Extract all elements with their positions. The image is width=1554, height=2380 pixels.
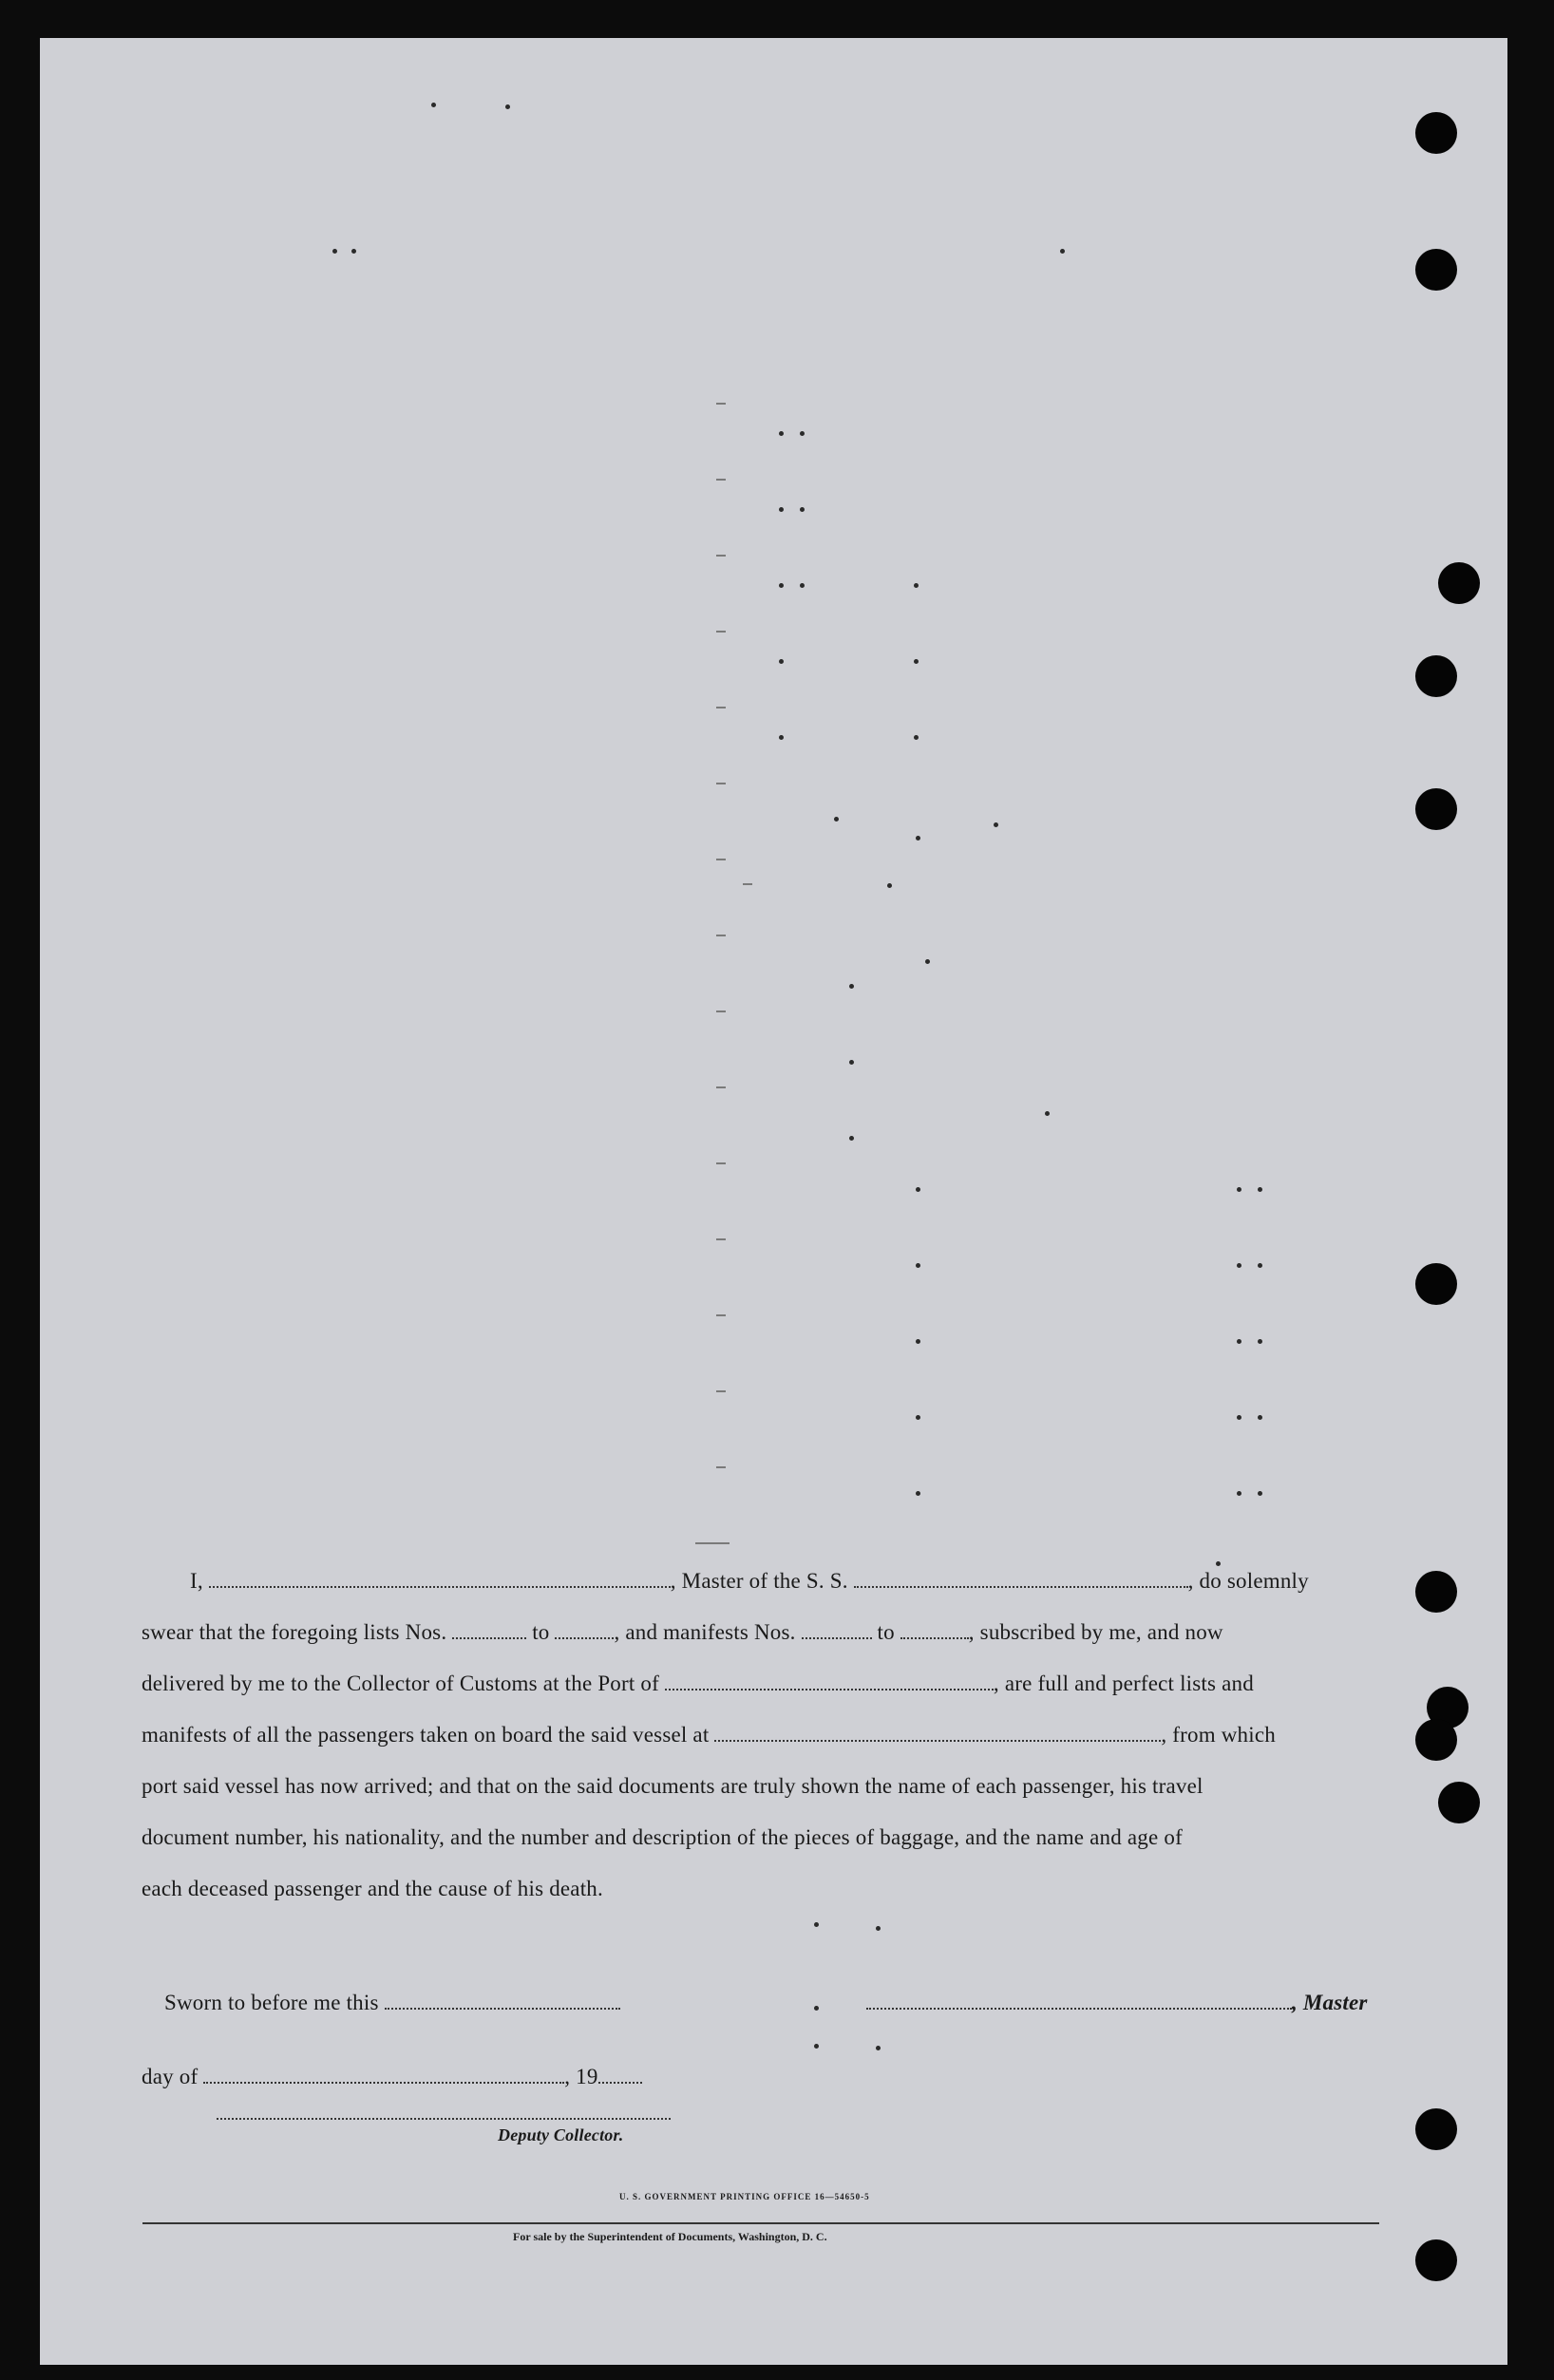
footer-rule [142,2222,1379,2224]
speck [1237,1491,1241,1496]
speck [1237,1187,1241,1192]
punch-hole [1415,112,1457,154]
speck [779,659,784,664]
punch-hole [1415,2108,1457,2150]
list-to-field[interactable] [555,1624,614,1639]
oath-line-4 [142,1723,1276,1747]
deputy-collector-label: Deputy Collector. [498,2125,624,2144]
list-from-field[interactable] [452,1624,526,1639]
speck [814,1922,819,1927]
document-page [40,38,1507,2365]
speck [1216,1561,1221,1566]
faint-dash [716,403,726,405]
speck [1237,1415,1241,1420]
speck [1237,1339,1241,1344]
faint-dash [716,555,726,557]
punch-hole [1415,249,1457,291]
speck [814,2044,819,2049]
speck [876,1926,881,1931]
speck [916,1339,920,1344]
speck [779,507,784,512]
speck [1060,249,1065,254]
master-label: , Master [1292,1991,1368,2014]
punch-hole [1415,1719,1457,1761]
speck [1258,1339,1262,1344]
faint-dash [716,1466,726,1468]
oath-text: , from which [1161,1723,1276,1747]
speck [1258,1415,1262,1420]
oath-solemnly: , do solemnly [1187,1569,1309,1593]
punch-hole [1415,1571,1457,1613]
speck [876,2046,881,2050]
speck [849,984,854,989]
port-field[interactable] [665,1675,994,1691]
footer-note: For sale by the Superintendent of Documents, Washington, D. C. [513,2230,827,2243]
oath-master-of: , Master of the S. S. [670,1569,848,1593]
oath-text: , are full and perfect lists and [993,1672,1254,1695]
year-field[interactable] [598,2068,642,2084]
speck [914,735,919,740]
oath-text: to [877,1620,895,1644]
speck [505,104,510,109]
faint-dash [716,1238,726,1240]
faint-dash [716,1390,726,1392]
speck [849,1060,854,1065]
faint-dash [716,935,726,936]
speck [1258,1491,1262,1496]
punch-hole [1438,562,1480,604]
faint-dash [716,1011,726,1012]
oath-text: , and manifests Nos. [614,1620,796,1644]
speck [849,1136,854,1141]
speck [431,103,436,107]
faint-dash [716,1086,726,1088]
speck [916,836,920,841]
speck [834,817,839,822]
speck [914,659,919,664]
manifest-to-field[interactable] [900,1624,969,1639]
speck [914,583,919,588]
faint-dash [716,1314,726,1316]
speck [887,883,892,888]
speck [779,431,784,436]
speck [779,583,784,588]
faint-dash [743,883,752,885]
manifest-from-field[interactable] [802,1624,872,1639]
oath-text: swear that the foregoing lists Nos. [142,1620,447,1644]
master-name-field[interactable] [209,1573,671,1588]
speck [1258,1187,1262,1192]
oath-text: manifests of all the passengers taken on board the said vessel at [142,1723,710,1747]
punch-hole [1415,788,1457,830]
speck [779,735,784,740]
speck [916,1263,920,1268]
punch-hole [1438,1782,1480,1823]
speck [916,1491,920,1496]
sworn-line [164,1991,620,2015]
sworn-label: Sworn to before me this [164,1991,379,2014]
speck [351,249,356,254]
faint-dash [695,1542,730,1544]
oath-text: , subscribed by me, and now [968,1620,1223,1644]
oath-line-7: each deceased passenger and the cause of his death. [142,1877,603,1900]
year-prefix: , 19 [564,2065,598,2088]
master-signature-field[interactable] [866,1994,1292,2010]
printer-imprint: U. S. GOVERNMENT PRINTING OFFICE 16—54650-5 [619,2192,870,2201]
faint-dash [716,783,726,784]
master-signature-line [866,1991,1368,2015]
oath-text: to [532,1620,550,1644]
faint-dash [716,479,726,481]
faint-dash [716,1162,726,1164]
oath-line-6: document number, his nationality, and the number and description of the pieces of baggage, and the name and age of [142,1825,1183,1849]
punch-hole [1415,1263,1457,1305]
deputy-signature-line[interactable] [217,2118,671,2120]
embark-port-field[interactable] [714,1727,1161,1742]
day-of-line [142,2065,642,2089]
speck [994,822,998,827]
oath-line-1 [190,1569,1309,1594]
speck [814,2006,819,2011]
oath-line-5: port said vessel has now arrived; and that on the said documents are truly shown the name of each passenger, his travel [142,1774,1203,1798]
speck [925,959,930,964]
speck [916,1415,920,1420]
oath-i: I, [190,1569,203,1593]
sworn-day-field[interactable] [385,1994,620,2010]
ship-name-field[interactable] [854,1573,1188,1588]
speck [800,507,805,512]
oath-line-2 [142,1620,1223,1645]
day-of-label: day of [142,2065,199,2088]
faint-dash [716,859,726,860]
punch-hole [1415,655,1457,697]
speck [800,431,805,436]
oath-text: delivered by me to the Collector of Customs at the Port of [142,1672,659,1695]
punch-hole [1415,2239,1457,2281]
speck [332,249,337,254]
faint-dash [716,631,726,633]
speck [1045,1111,1050,1116]
speck [1258,1263,1262,1268]
faint-dash [716,707,726,708]
speck [1237,1263,1241,1268]
speck [800,583,805,588]
month-field[interactable] [203,2068,564,2084]
oath-line-3 [142,1672,1254,1696]
speck [916,1187,920,1192]
